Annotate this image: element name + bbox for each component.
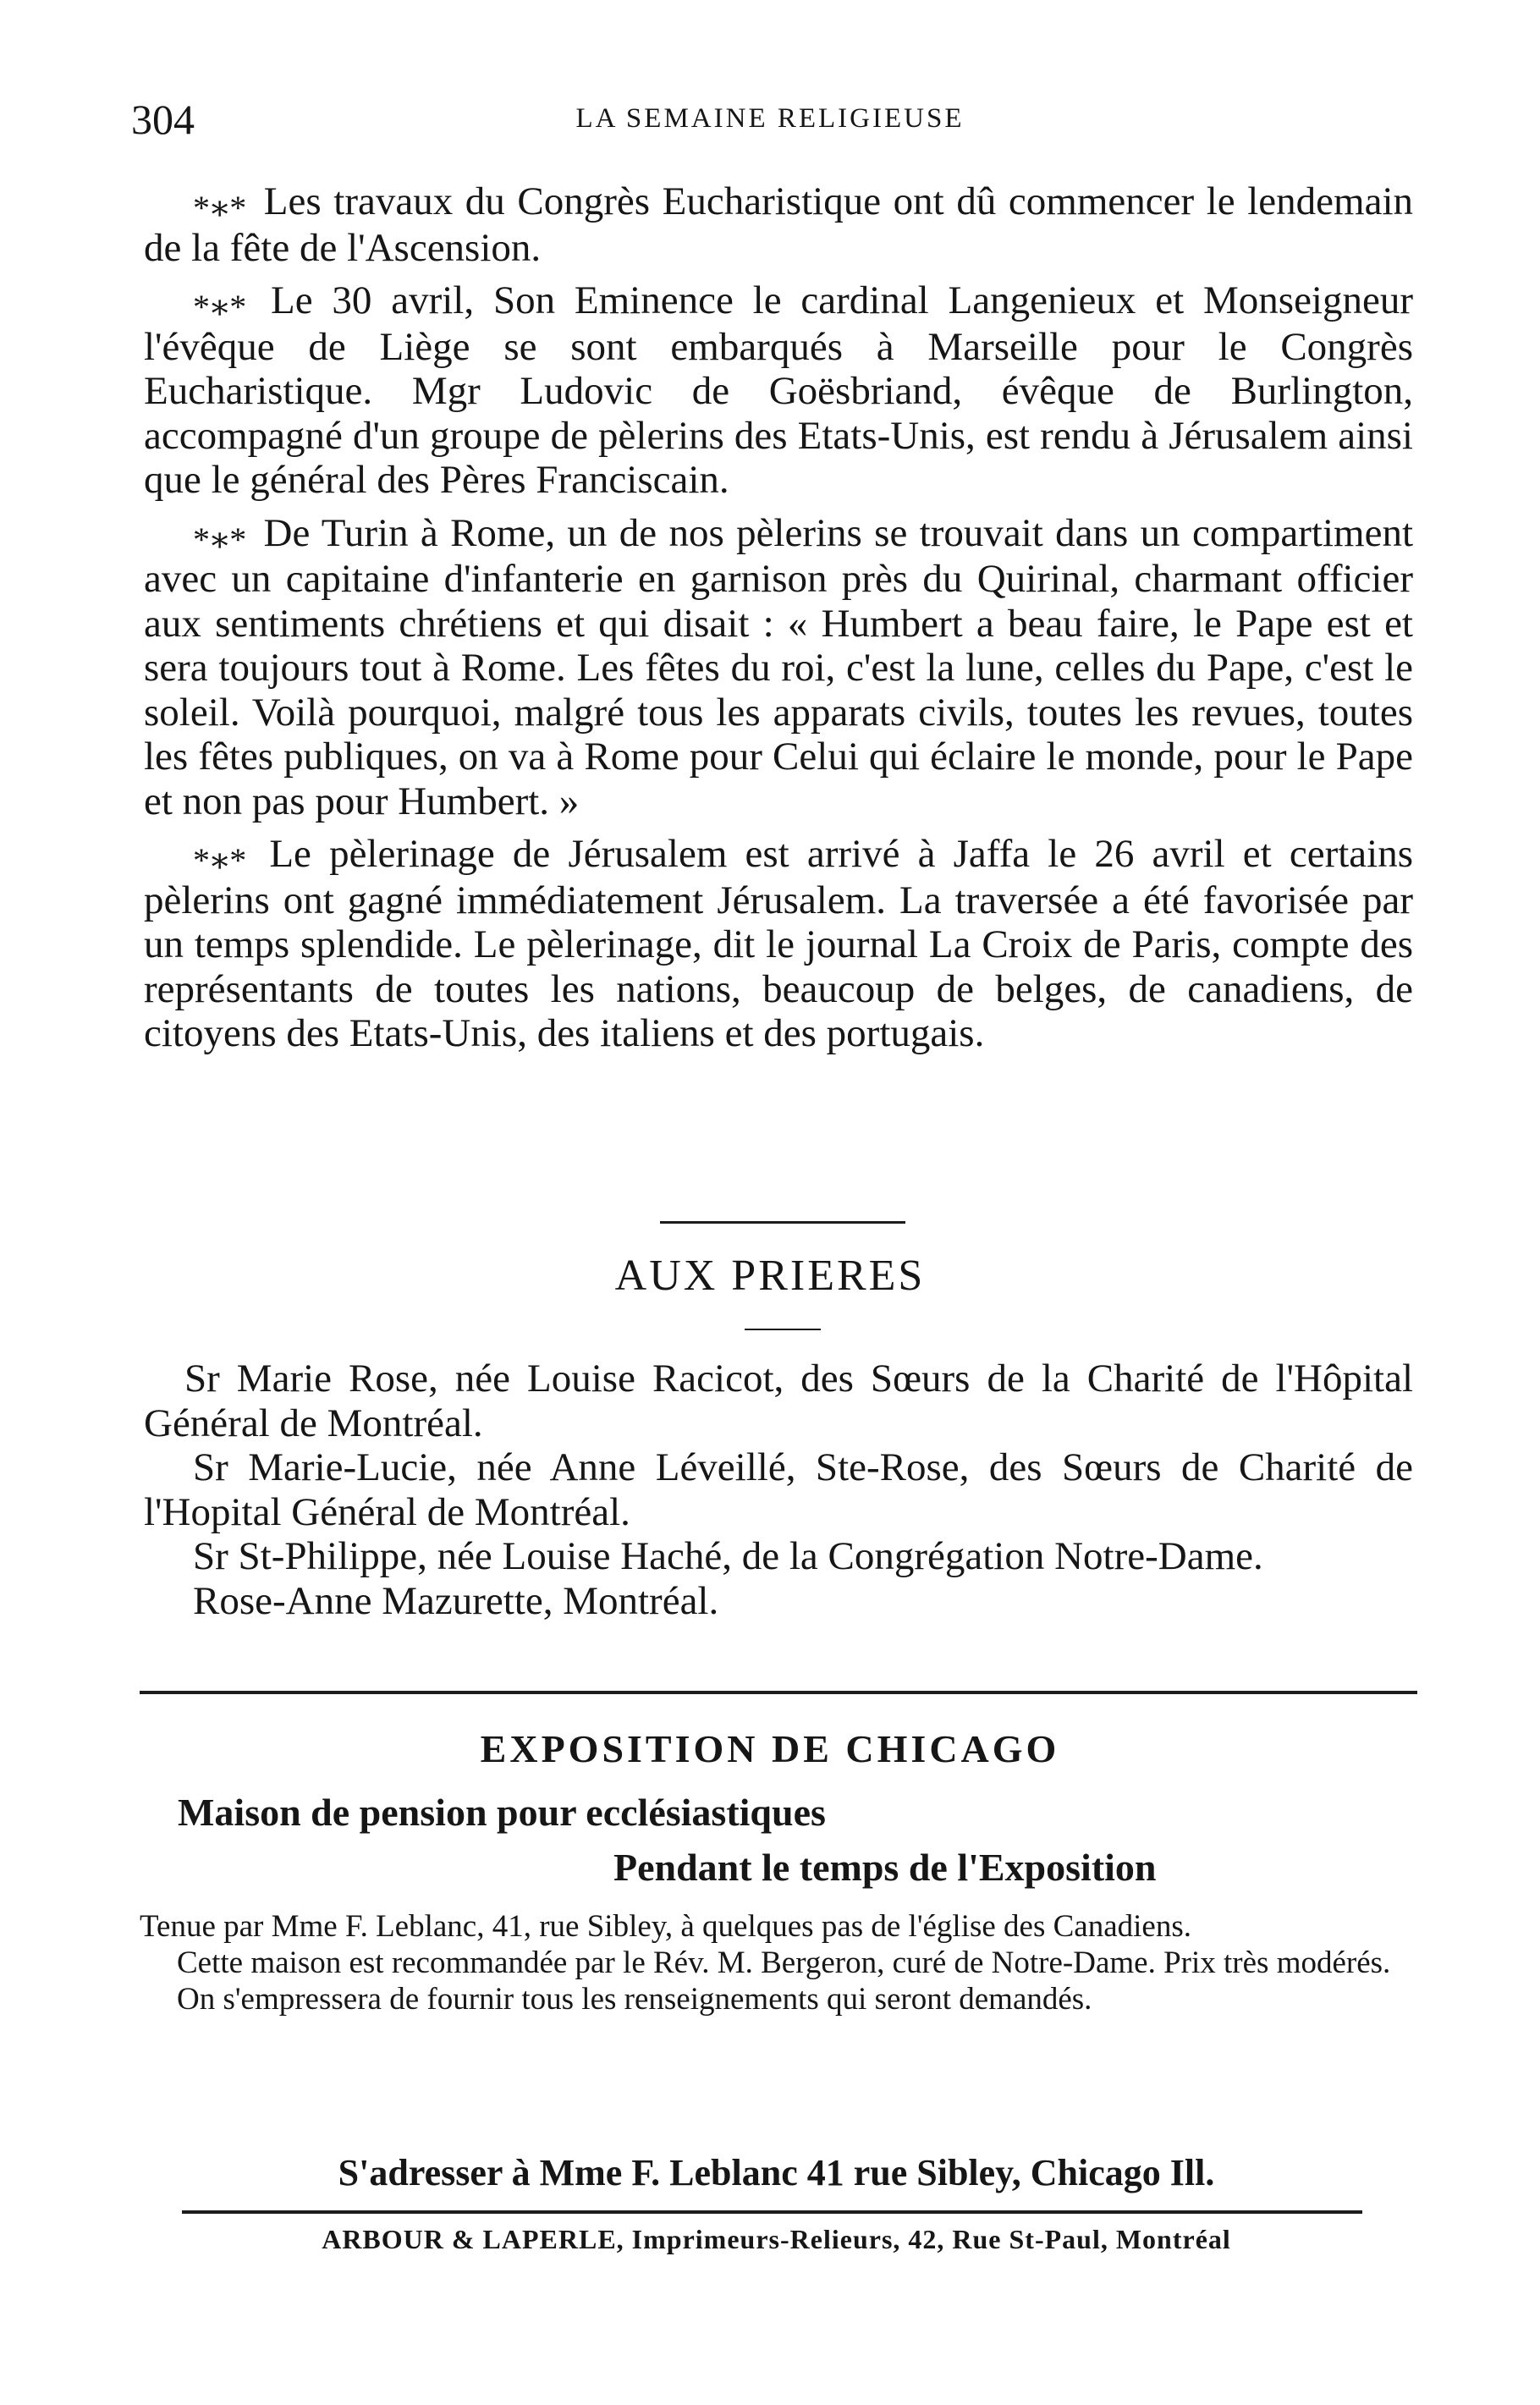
advert-rule-top [140,1691,1417,1694]
advert-line: Tenue par Mme F. Leblanc, 41, rue Sibley, à quelques pas de l'église des Canadiens. [140,1909,1192,1944]
advert-line: On s'empressera de fournir tous les renseignements qui seront demandés. [177,1982,1092,2017]
imprint-rule [182,2210,1362,2214]
advert-body [140,1908,1413,2017]
news-paragraph [144,832,1413,1056]
news-paragraph [144,511,1413,824]
asterism-mark: *∗* [193,841,245,879]
prayer-entry: Sr Marie-Lucie, née Anne Léveillé, Ste-Rose, des Sœurs de Charité de l'Hopital Général de Montréal. [144,1445,1413,1534]
news-paragraph-text: Le pèlerinage de Jérusalem est arrivé à Jaffa le 26 avril et certains pèlerins ont gagné immédiatement Jérusalem. La traversée a été favorisée par un temps splendide. Le pèlerinage, dit le journal La Croix de Paris, compte des représentants de toutes les nations, beaucoup de belges, de canadiens, de citoyens des Etats-Unis, des italiens et des portugais. [144,832,1413,1055]
asterism-mark: *∗* [193,189,245,227]
prayer-list [144,1357,1413,1623]
page-header [131,95,1409,146]
news-section [144,179,1413,1065]
news-paragraph-text: Le 30 avril, Son Eminence le cardinal Langenieux et Monseigneur l'évêque de Liège se sont embarqués à Marseille pour le Congrès Eucharistique. Mgr Ludovic de Goësbriand, évêque de Burlington, accompagné d'un groupe de pèlerins des Etats-Unis, est rendu à Jérusalem ainsi que le général des Pères Franciscain. [144,278,1414,502]
asterism-mark: *∗* [193,520,245,559]
news-paragraph-text: De Turin à Rome, un de nos pèlerins se trouvait dans un compartiment avec un capitaine d'infanterie en garnison près du Quirinal, charmant officier aux sentiments chrétiens et qui disait : « Humbert a beau faire, le Pape est et sera toujours tout à Rome. Les fêtes du roi, c'est la lune, celles du Pape, c'est le soleil. Voilà pourquoi, malgré tous les apparats civils, toutes les revues, toutes les fêtes publiques, on va à Rome pour Celui qui éclaire le monde, pour le Pape et non pas pour Humbert. » [144,510,1413,823]
prayer-entry: Sr Marie Rose, née Louise Racicot, des Sœurs de la Charité de l'Hôpital Général de Montréal. [144,1357,1413,1445]
advert-title: EXPOSITION DE CHICAGO [480,1727,1060,1770]
section-rule-top [660,1221,905,1224]
news-paragraph-text: Les travaux du Congrès Eucharistique ont dû commencer le lendemain de la fête de l'Ascension. [144,179,1414,270]
printer-imprint: ARBOUR & LAPERLE, Imprimeurs-Relieurs, 42, Rue St-Paul, Montréal [322,2224,1231,2254]
news-paragraph [144,278,1413,503]
news-paragraph [144,179,1413,270]
asterism-mark: *∗* [193,288,245,326]
advert-subtitle: Pendant le temps de l'Exposition [613,1846,1157,1889]
prayer-entry: Sr St-Philippe, née Louise Haché, de la Congrégation Notre-Dame. [193,1534,1263,1578]
section-rule-bottom [745,1329,821,1330]
section-heading: AUX PRIERES [614,1252,926,1300]
advert-line: Cette maison est recommandée par le Rév. M. Bergeron, curé de Notre-Dame. Prix très modérés. [177,1945,1391,1980]
running-title: LA SEMAINE RELIGIEUSE [575,103,965,134]
prayer-entry: Rose-Anne Mazurette, Montréal. [193,1578,719,1623]
page-number: 304 [131,96,195,143]
advert-subtitle: Maison de pension pour ecclésiastiques [178,1791,826,1834]
advert-contact: S'adresser à Mme F. Leblanc 41 rue Sibley, Chicago Ill. [338,2152,1215,2193]
